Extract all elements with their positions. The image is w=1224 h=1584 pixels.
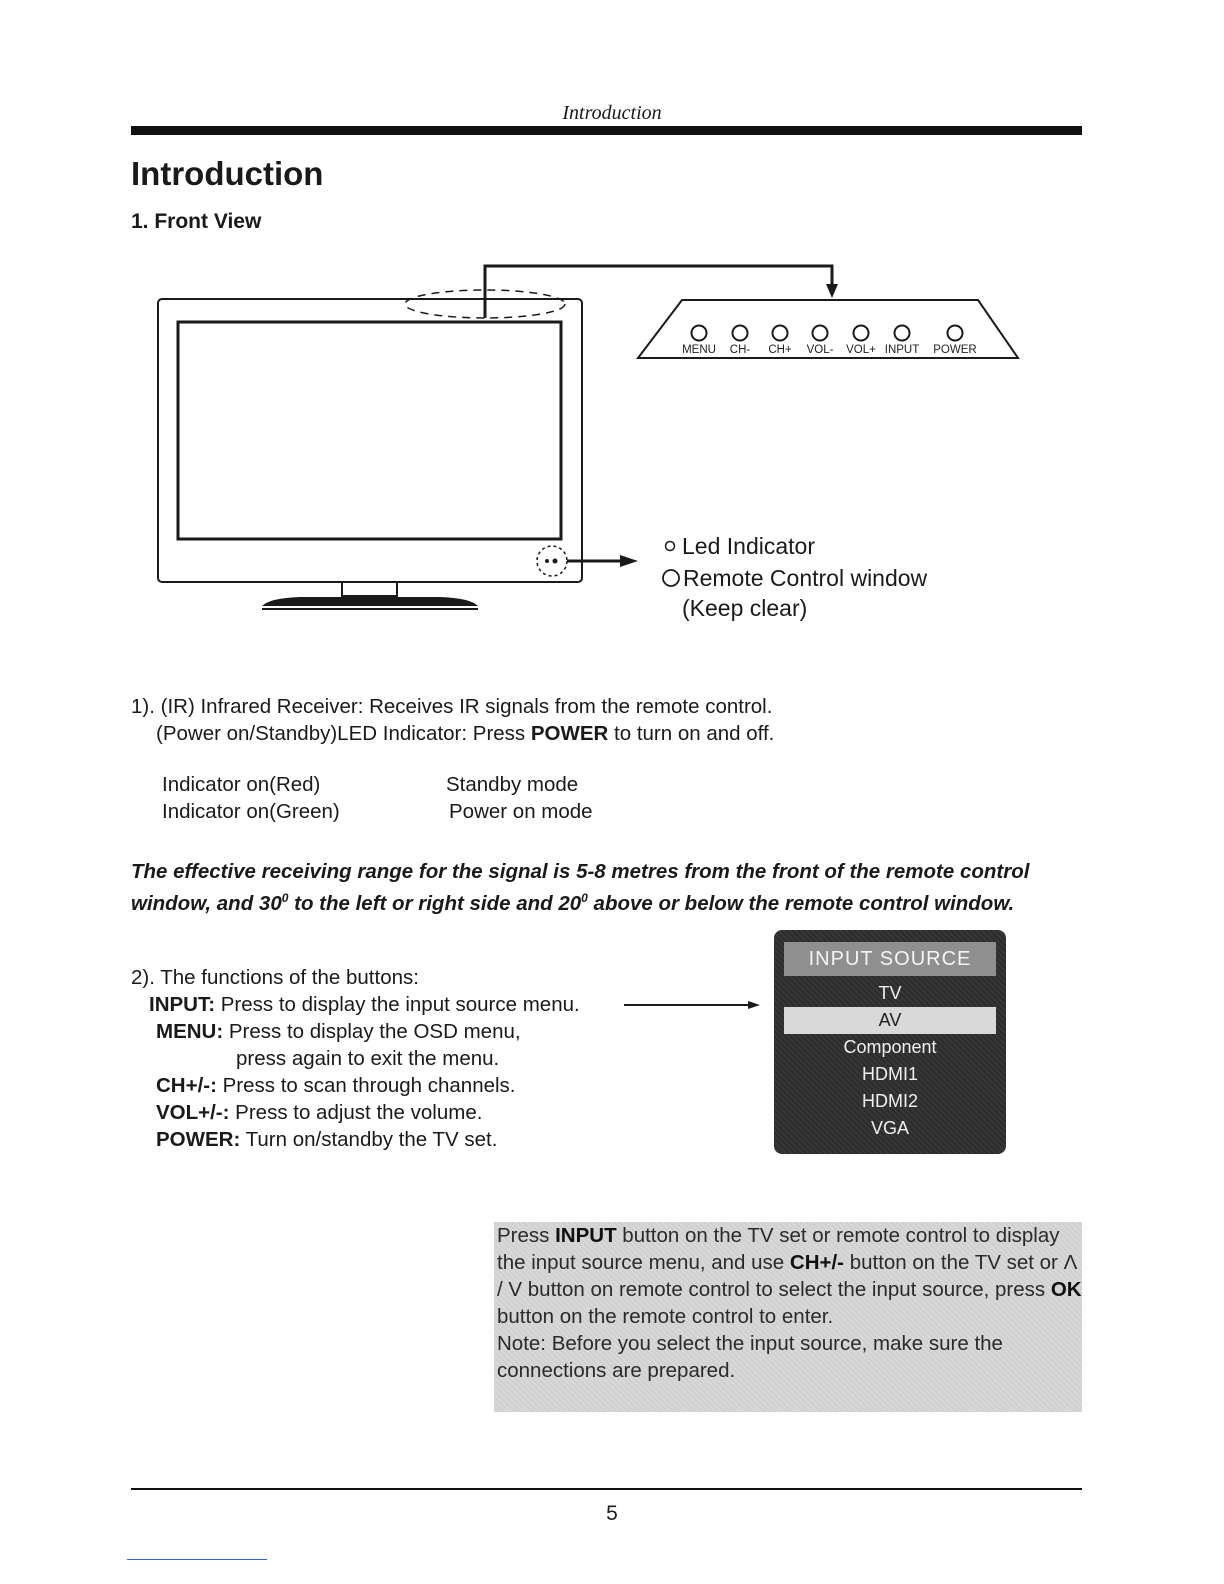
tv-stand-base bbox=[262, 597, 478, 606]
page-number: 5 bbox=[606, 1502, 618, 1525]
ch-plus-button-icon bbox=[773, 326, 788, 341]
item2-menu: MENU: Press to display the OSD menu, bbox=[156, 1020, 521, 1043]
running-header: Introduction bbox=[562, 102, 662, 124]
tv-stand-neck bbox=[342, 582, 397, 596]
panel-label-ch-minus: CH- bbox=[729, 344, 751, 356]
remote-window-legend-icon bbox=[663, 570, 679, 586]
item2-menu-cont: press again to exit the menu. bbox=[236, 1047, 500, 1070]
tv-screen bbox=[178, 322, 561, 539]
range-warning: The effective receiving range for the signal is 5-8 metres from the front of the remote control window, and $30^0$ to the left or right side and $20^0$ above or below the remote control window. bbox=[131, 860, 1030, 915]
panel-label-menu: MENU bbox=[682, 344, 716, 356]
vol-minus-button-icon bbox=[813, 326, 828, 341]
menu-button-icon bbox=[692, 326, 707, 341]
legend-keep-clear: (Keep clear) bbox=[682, 595, 808, 621]
note-prepare: Note: Before you select the input source, make sure the connections are prepared. bbox=[497, 1332, 1003, 1382]
osd-title: INPUT SOURCE bbox=[784, 942, 996, 976]
led-dot-icon bbox=[545, 559, 549, 563]
panel-label-vol-minus: VOL- bbox=[806, 344, 834, 356]
input-button-icon bbox=[895, 326, 910, 341]
panel-label-vol-plus: VOL+ bbox=[846, 344, 876, 356]
arrow-right-icon bbox=[748, 1001, 760, 1009]
power-button-icon bbox=[948, 326, 963, 341]
arrow-down-icon bbox=[826, 284, 838, 298]
item2-intro: 2). The functions of the buttons: bbox=[131, 966, 419, 989]
vol-plus-button-icon bbox=[854, 326, 869, 341]
item1-line2: (Power on/Standby)LED Indicator: Press POWER to turn on and off. bbox=[156, 722, 775, 745]
item2-input: INPUT: Press to display the input source menu. bbox=[149, 993, 580, 1016]
input-note-box bbox=[494, 1222, 1082, 1412]
item2-power: POWER: Turn on/standby the TV set. bbox=[156, 1128, 498, 1151]
legend-remote-window: Remote Control window bbox=[683, 565, 928, 591]
item1-line1: 1). (IR) Infrared Receiver: Receives IR signals from the remote control. bbox=[131, 695, 773, 718]
panel-connector-line bbox=[485, 266, 832, 318]
osd-item-hdmi2: HDMI2 bbox=[861, 1091, 918, 1111]
ir-receiver-highlight bbox=[537, 546, 567, 576]
item2-vol: VOL+/-: Press to adjust the volume. bbox=[156, 1101, 483, 1124]
osd-item-component: Component bbox=[843, 1037, 937, 1057]
indicator-red-mode: Standby mode bbox=[446, 773, 579, 796]
front-view-diagram bbox=[0, 0, 1224, 660]
osd-item-hdmi1: HDMI1 bbox=[861, 1064, 918, 1084]
indicator-green-state: Indicator on(Green) bbox=[162, 800, 340, 823]
indicator-green-mode: Power on mode bbox=[449, 800, 593, 823]
ch-minus-button-icon bbox=[733, 326, 748, 341]
section-title: 1. Front View bbox=[131, 210, 262, 233]
led-legend-icon bbox=[666, 542, 675, 551]
panel-button-labels bbox=[682, 344, 977, 356]
input-menu-pointer bbox=[624, 998, 764, 1012]
osd-item-vga: VGA bbox=[870, 1118, 909, 1138]
panel-label-power: POWER bbox=[933, 344, 977, 356]
input-source-osd bbox=[774, 930, 1006, 1154]
footer-link-underline bbox=[127, 1559, 267, 1560]
note-instructions: Press INPUT button on the TV set or remote control to display the input source menu, and use CH+/- button on the TV set or Λ / V button on remote control to select the input source, press OK button on the remote control to enter. bbox=[497, 1224, 1082, 1328]
footer-rule bbox=[131, 1488, 1082, 1490]
ir-window-dot-icon bbox=[553, 559, 558, 564]
arrow-right-icon bbox=[620, 555, 638, 567]
osd-item-av: AV bbox=[784, 1007, 996, 1034]
panel-label-input: INPUT bbox=[884, 344, 920, 356]
panel-button-circles bbox=[692, 326, 963, 341]
legend-led: Led Indicator bbox=[682, 533, 815, 559]
up-down-arrows-icon: Λ / V bbox=[497, 1251, 1077, 1301]
indicator-red-state: Indicator on(Red) bbox=[162, 773, 321, 796]
osd-item-tv: TV bbox=[878, 983, 902, 1003]
panel-label-ch-plus: CH+ bbox=[768, 344, 792, 356]
page-title: Introduction bbox=[131, 155, 324, 192]
item2-ch: CH+/-: Press to scan through channels. bbox=[156, 1074, 516, 1097]
